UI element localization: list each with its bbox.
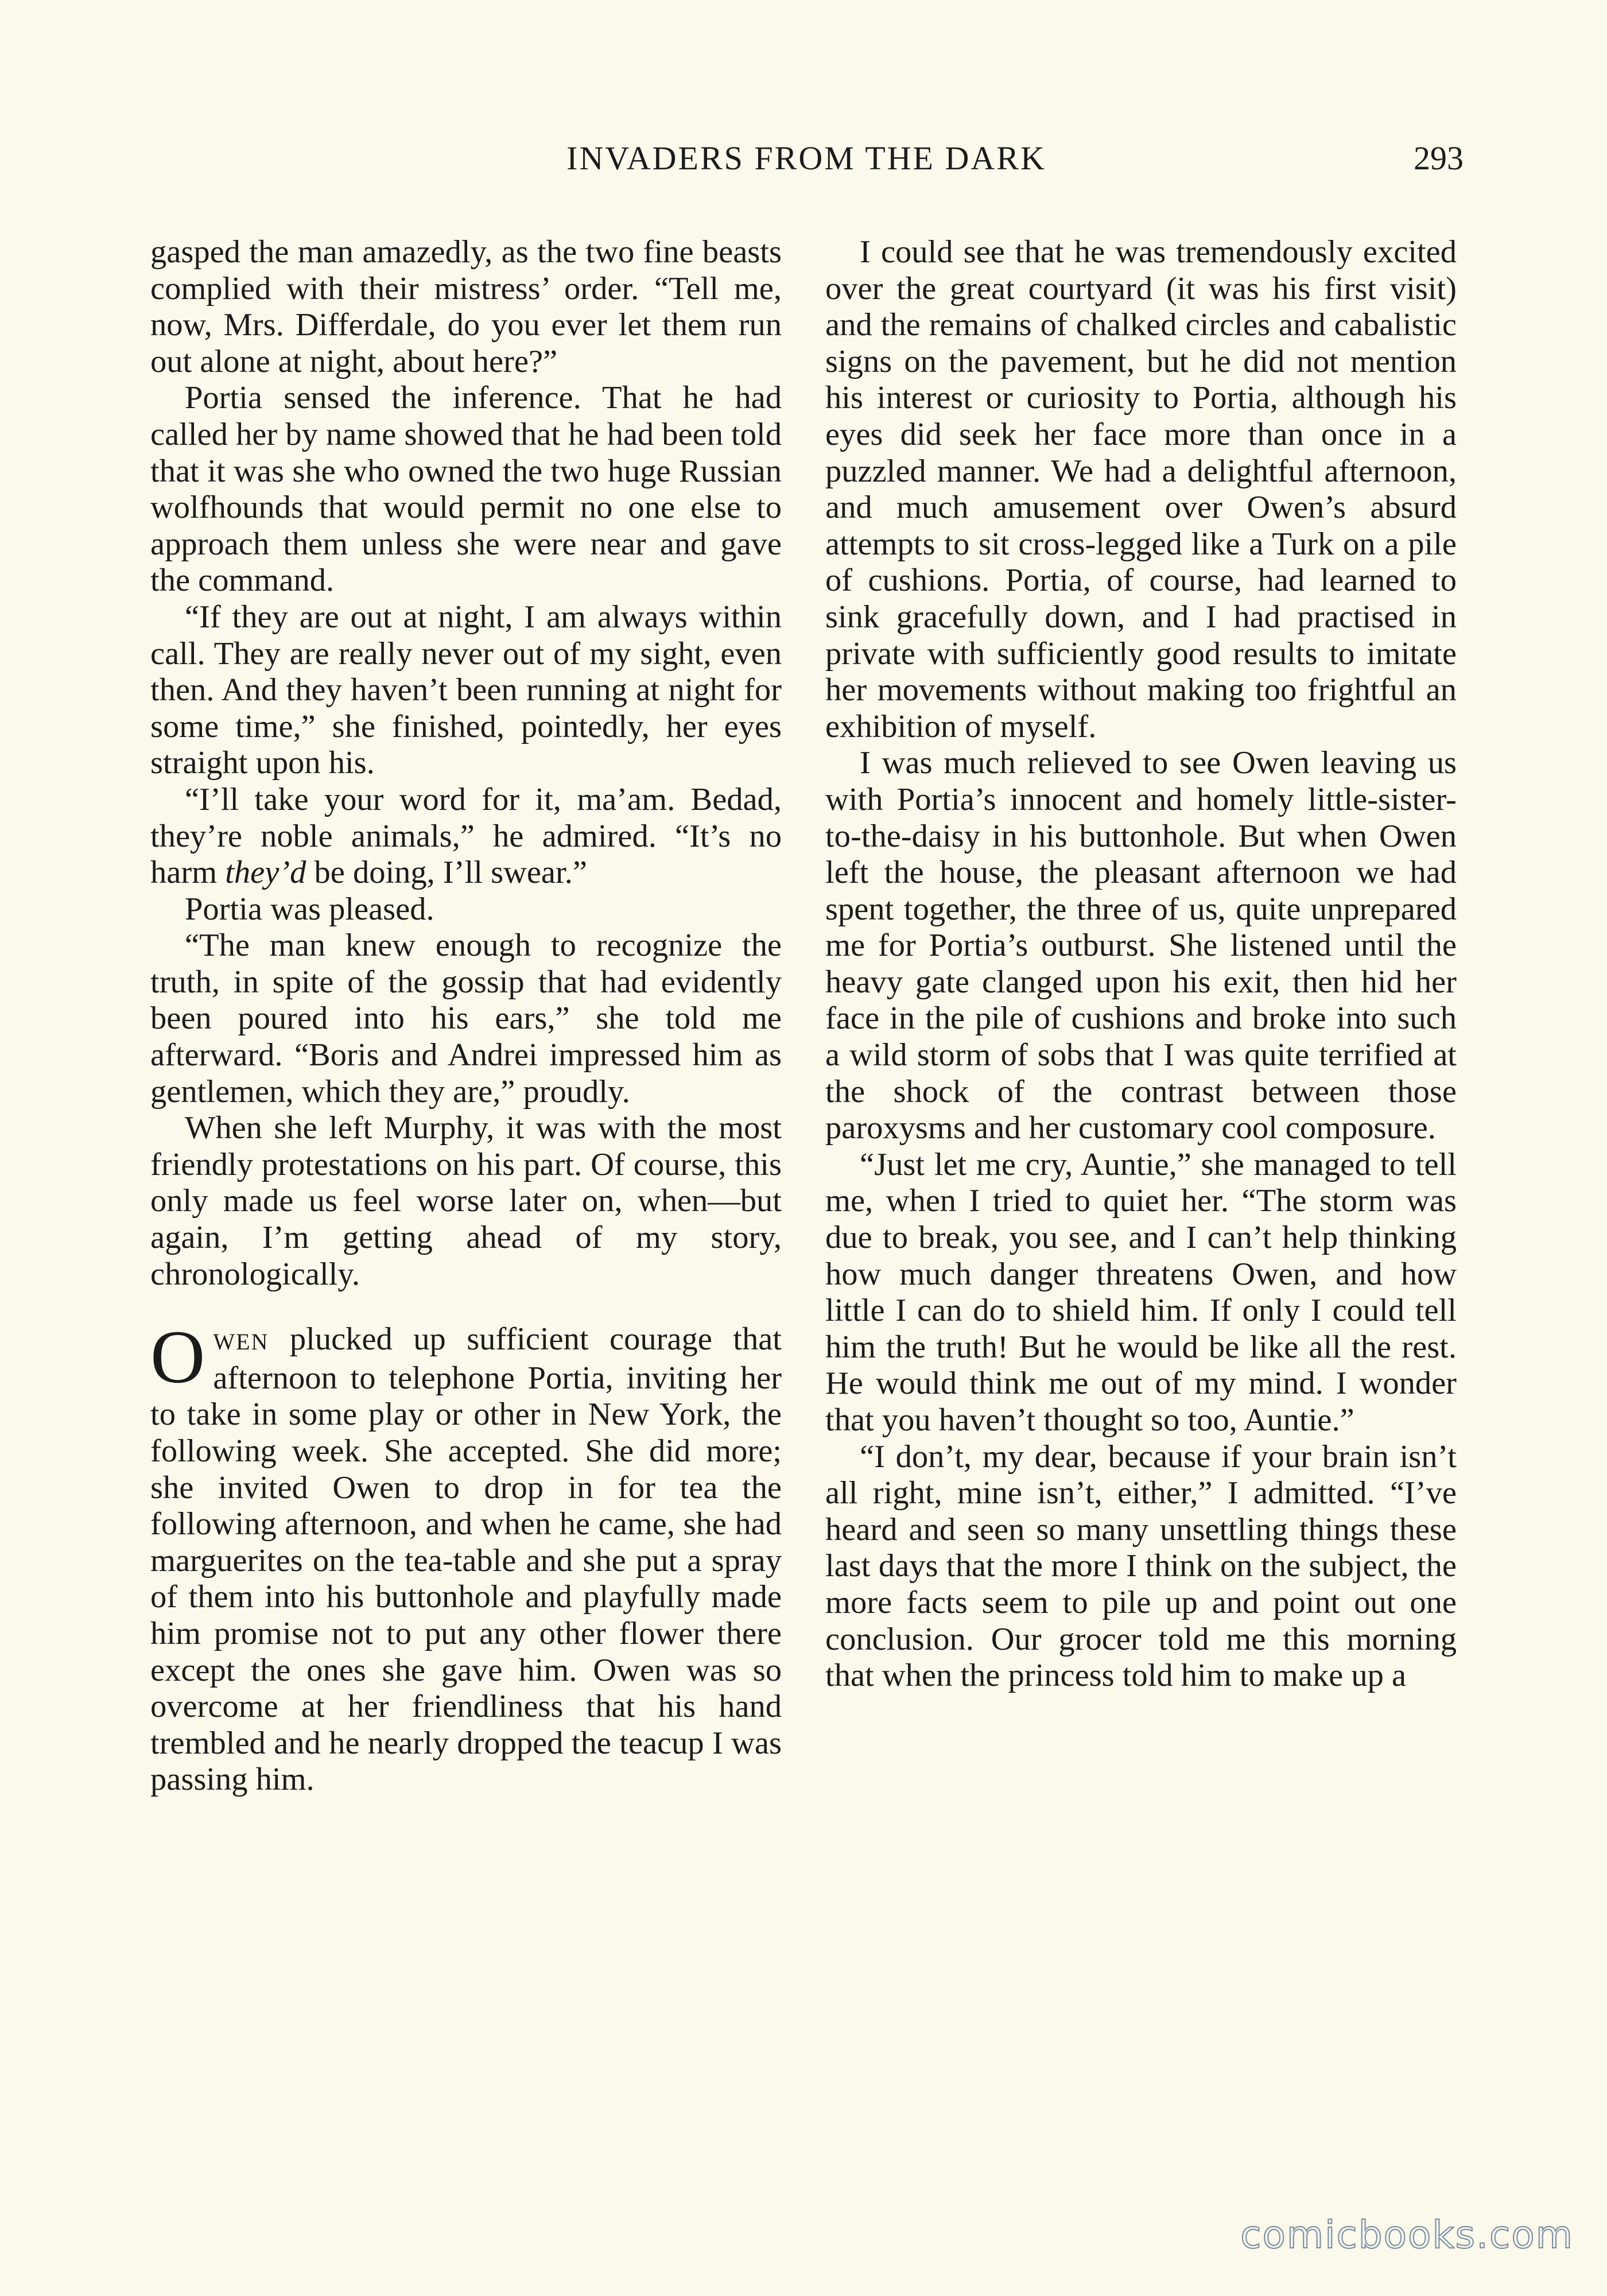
- paragraph: [150, 782, 782, 891]
- paragraph-text: “I’ll take your word for it, ma’am. Bedad, they’re noble animals,” he admired. “It’s no harm: [150, 781, 782, 891]
- paragraph: Portia was pleased.: [185, 891, 434, 927]
- paragraph: “If they are out at night, I am always within call. They are really never out of my sight, even then. And they haven’t been running at night for some time,” she finished, pointedly, her eyes straight upon his.: [150, 599, 782, 781]
- paragraph: “Just let me cry, Auntie,” she managed to tell me, when I tried to quiet her. “The storm was due to break, you see, and I can’t help thinking how much danger threatens Owen, and how little I can do to shield him. If only I could tell him the truth! But he would be like all the rest. He would think me out of my mind. I wonder that you haven’t thought so too, Auntie.”: [825, 1146, 1457, 1438]
- running-header: [149, 139, 1464, 191]
- watermark: comicbooks.com: [1240, 2213, 1574, 2257]
- paragraph: “The man knew enough to recognize the truth, in spite of the gossip that had evidently been poured into his ears,” she told me afterward. “Boris and Andrei impressed him as gentlemen, which they are,” proudly.: [150, 928, 782, 1110]
- left-column: [150, 234, 782, 1798]
- paragraph-text: be doing, I’ll swear.”: [314, 855, 587, 891]
- drop-cap: O: [150, 1314, 205, 1399]
- paragraph: gasped the man amazedly, as the two fine beasts complied with their mistress’ order. “Tell me, now, Mrs. Differdale, do you ever let them run out alone at night, about here?”: [150, 234, 782, 379]
- paragraph: Portia sensed the inference. That he had called her by name showed that he had been told that it was she who owned the two huge Russian wolfhounds that would permit no one else to approach them unless she were near and gave the command.: [150, 380, 782, 599]
- small-caps-word: WEN: [213, 1329, 269, 1355]
- paragraph: When she left Murphy, it was with the most friendly protestations on his part. Of course, this only made us feel worse later on, when—but again, I’m getting ahead of my story, chronologically.: [150, 1110, 782, 1292]
- page-number: 293: [1414, 139, 1464, 177]
- running-title: INVADERS FROM THE DARK: [566, 139, 1046, 177]
- section-opening-paragraph: [150, 1314, 782, 1798]
- right-column: [825, 234, 1457, 1694]
- paragraph-text: plucked up sufficient courage that afternoon to telephone Portia, inviting her to take in some play or other in New York, the following week. She accepted. She did more; she invited Owen to drop in for tea the following afternoon, and when he came, she had marguerites on the tea-table and she put a spray of them into his buttonhole and playfully made him promise not to put any other flower there except the ones she gave him. Owen was so overcome at her friendliness that his hand trembled and he nearly dropped the teacup I was passing him.: [150, 1321, 782, 1798]
- paragraph: I could see that he was tremendously excited over the great courtyard (it was his first visit) and the remains of chalked circles and cabalistic signs on the pavement, but he did not mention his interest or curiosity to Portia, although his eyes did seek her face more than once in a puzzled manner. We had a delightful afternoon, and much amusement over Owen’s absurd attempts to sit cross-legged like a Turk on a pile of cushions. Portia, of course, had learned to sink gracefully down, and I had practised in private with sufficiently good results to imitate her movements without making too frightful an exhibition of myself.: [825, 234, 1457, 744]
- paragraph: “I don’t, my dear, because if your brain isn’t all right, mine isn’t, either,” I admitted. “I’ve heard and seen so many unsettling things these last days that the more I think on the subject, the more facts seem to pile up and point out one conclusion. Our grocer told me this morning that when the princess told him to make up a: [825, 1438, 1457, 1694]
- paragraph: I was much relieved to see Owen leaving us with Portia’s innocent and homely little-sister-to-the-daisy in his buttonhole. But when Owen left the house, the pleasant afternoon we had spent together, the three of us, quite unprepared me for Portia’s outburst. She listened until the heavy gate clanged upon his exit, then hid her face in the pile of cushions and broke into such a wild storm of sobs that I was quite terrified at the shock of the contrast between those paroxysms and her customary cool composure.: [825, 745, 1457, 1146]
- emphasis-text: they’d: [225, 855, 306, 891]
